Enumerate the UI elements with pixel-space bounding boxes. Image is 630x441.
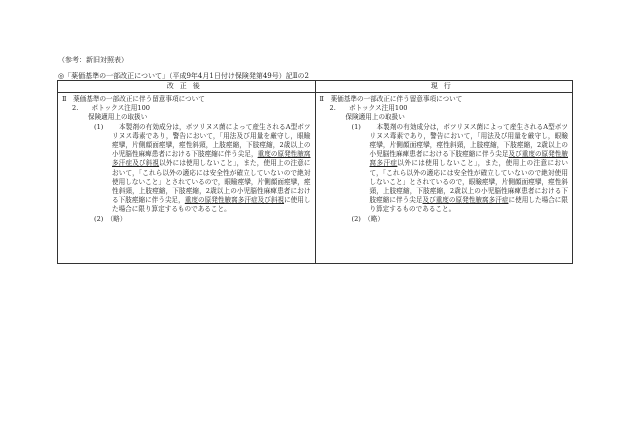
new-item-number: (1) [94,122,104,131]
old-item-text-b: 以外には使用しないこと」，また，使用上の注意において，「これら以外の適応には安全性が確立していないので絶対使用しないこと」とされているので，眼瞼痙攣，片側顔面痙攣，痙性斜頸，上肢痙縮，下肢痙縮，2歳以上の小児脳性麻痺患者における下肢痙縮に伴う尖足 [369,159,569,205]
table-body-row [58,93,573,264]
new-item-text [112,123,311,215]
old-section-title: Ⅱ 薬価基準の一部改正に伴う留意事項について [319,95,463,103]
old-item-number: (1) [351,122,361,131]
document-heading: ◎「薬価基準の一部改正について」（平成9年4月1日付け保険発第49号）記Ⅱの2 [58,72,309,80]
old-subsection-title: 2. ボトックス注用100 [329,104,408,113]
new-subsubsection-title: 保険適用上の取扱い [88,113,148,122]
old-underlined-change-2: 及び重度の原発性腋窩多汗症 [422,196,509,205]
new-item-1 [62,123,311,215]
new-item-text-b: 以外には使用しないこと」，また，使用上の注意において，「これら以外の適応には安全性が確立していないので絶対使用しないこと」とされているので，眼瞼痙攣，片側顔面痙攣，痙性斜頸，上肢痙縮，下肢痙縮，2歳以上の小児脳性麻痺患者における下肢痙縮に伴う尖足， [112,159,311,205]
new-item-text-c: に使用した場合に限り算定するものであること。 [112,196,311,214]
table-header-row [58,81,573,93]
new-underlined-change-2: 重度の原発性腋窩多汗症及び斜視 [184,196,285,205]
old-underlined-change-1: 及び重度の原発性腋窩多汗症 [369,150,569,168]
comparison-table [57,80,573,264]
old-subsubsection-title: 保険適用上の取扱い [345,113,405,122]
column-header-new: 改正後 [58,81,316,93]
reference-label: （参考：新旧対照表） [58,56,128,64]
old-item-1 [320,123,569,215]
old-text-cell [315,93,573,264]
old-item-text [370,123,569,215]
new-section-title: Ⅱ 薬価基準の一部改正に伴う留意事項について [62,95,205,103]
new-underlined-change-1: 重度の原発性腋窩多汗症及び斜視 [112,150,311,168]
new-text-cell [58,93,316,264]
new-item-text-a: 本製剤の有効成分は，ボツリヌス菌によって産生されるA型ボツリヌス毒素であり，警告において，「用法及び用量を厳守し，眼瞼痙攣，片側顔面痙攣，痙性斜頸，上肢痙縮，下肢痙縮，2歳以上の小児脳性麻痺患者における下肢痙縮に伴う尖足， [112,122,311,159]
column-header-old: 現行 [315,81,573,93]
old-item-text-a: 本製剤の有効成分は，ボツリヌス菌によって産生されるA型ボツリヌス毒素であり，警告において，「用法及び用量を厳守し，眼瞼痙攣，片側顔面痙攣，痙性斜頸，上肢痙縮，下肢痙縮，2歳以上の小児脳性麻痺患者における下肢痙縮に伴う尖足 [369,122,568,159]
old-item-text-c: に使用した場合に限り算定するものであること。 [369,196,569,214]
new-subsection-title: 2. ボトックス注用100 [72,104,150,113]
new-item-2: (2) （略） [94,214,127,223]
old-item-2: (2) （略） [351,214,384,223]
